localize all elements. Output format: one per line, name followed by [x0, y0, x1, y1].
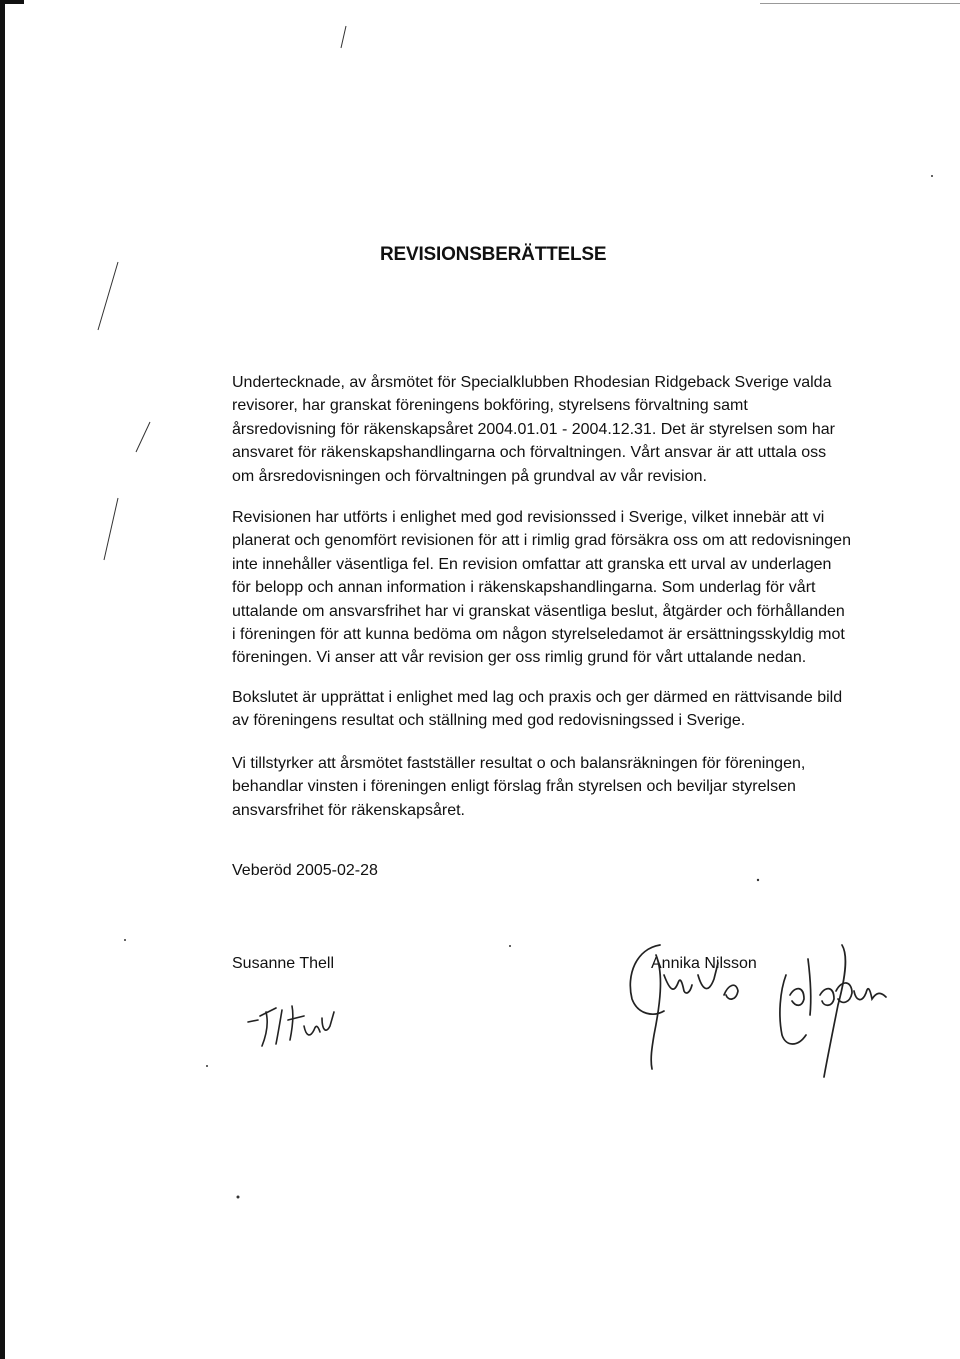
document-title: REVISIONSBERÄTTELSE	[380, 244, 607, 265]
stray-mark	[341, 26, 346, 48]
place-and-date: Veberöd 2005-02-28	[232, 862, 378, 879]
signature-1	[236, 990, 366, 1050]
stray-mark	[136, 422, 150, 452]
paragraph-intro: Undertecknade, av årsmötet för Specialklubben Rhodesian Ridgeback Sverige valda revisorer, har granskat föreningens bokföring, styrelsens förvaltning samt årsredovisning för räkenskapsåret 2004.01.01 - 2004.12.31. Det är styrelsen som har ansvaret för räkenskapshandlingarna och förvaltningen. Vårt ansvar är att uttala oss om årsredovisningen och förvaltningen på grundval av vår revision.	[232, 374, 835, 485]
signatory-name-1: Susanne Thell	[232, 955, 334, 972]
stray-mark	[104, 498, 118, 560]
paragraph-financial-statement: Bokslutet är upprättat i enlighet med lag och praxis och ger därmed en rättvisande bild av föreningens resultat och ställning med god redovisningssed i Sverige.	[232, 689, 843, 730]
stray-mark	[98, 262, 118, 330]
signatory-name-2: Annika Nilsson	[651, 955, 757, 972]
signature-2	[620, 935, 910, 1080]
paragraph-audit-scope: Revisionen har utförts i enlighet med god revisionssed i Sverige, vilket innebär att vi planerat och genomfört revisionen för att i rimlig grad försäkra oss om att redovisningen inte innehåller väsentliga fel. En revision omfattar att granska ett urval av underlagen för belopp och annan information i räkenskapshandlingarna. Som underlag för vårt uttalande om ansvarsfrihet har vi granskat väsentliga beslut, åtgärder och förhållanden i föreningen för att kunna bedöma om någon styrelseledamot är ersättningsskyldig mot föreningen. Vi anser att vår revision ger oss rimlig grund för vårt uttalande nedan.	[232, 509, 851, 667]
paragraph-recommendation: Vi tillstyrker att årsmötet fastställer resultat o och balansräkningen för föreningen, behandlar vinsten i föreningen enligt förslag från styrelsen och beviljar styrelsen ansvarsfrihet för räkenskapsåret.	[232, 755, 806, 819]
